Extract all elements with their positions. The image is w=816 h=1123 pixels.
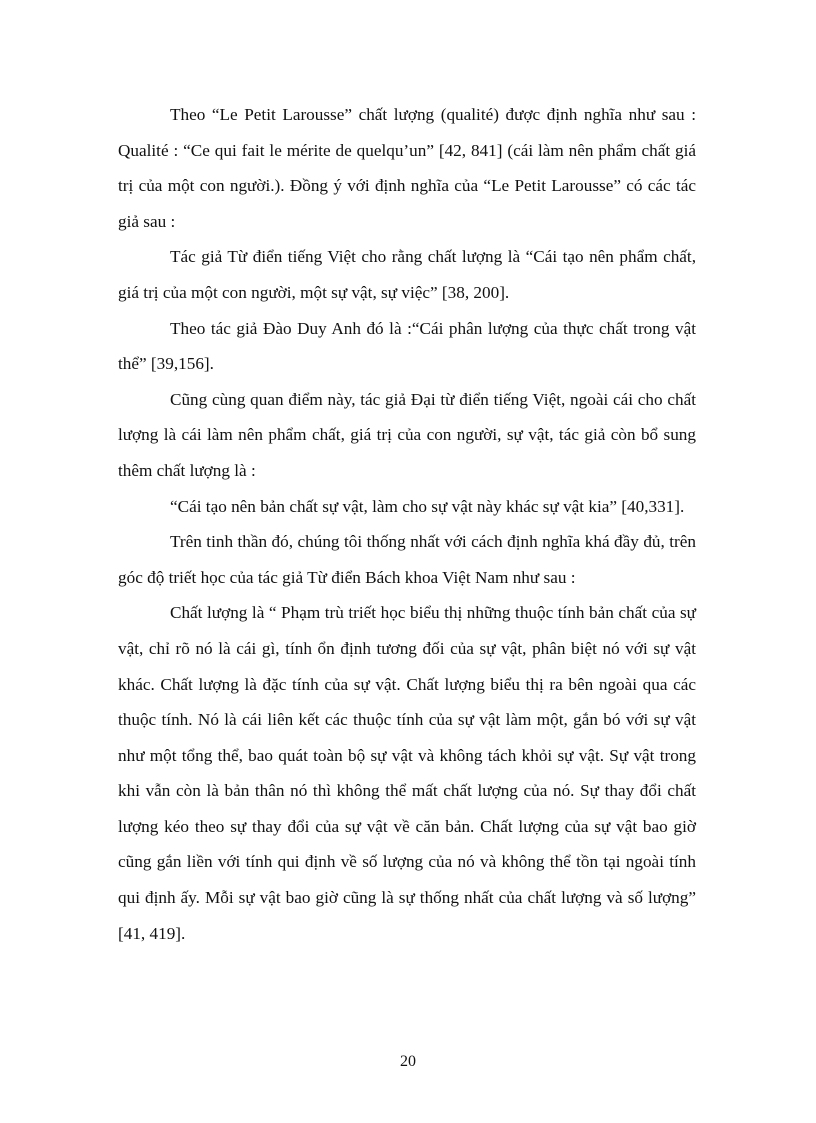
paragraph-bach-khoa-definition: Chất lượng là “ Phạm trù triết học biểu thị những thuộc tính bản chất của sự vật, chỉ rõ nó là cái gì, tính ổn định tương đối của sự vật, phân biệt nó với sự vật khác. Chất lượng là đặc tính của sự vật. Chất lượng biểu thị ra bên ngoài qua các thuộc tính. Nó là cái liên kết các thuộc tính của sự vật làm một, gắn bó với sự vật như một tổng thể, bao quát toàn bộ sự vật và không tách khỏi sự vật. Sự vật trong khi vẫn còn là bản thân nó thì không thể mất chất lượng của nó. Sự thay đổi chất lượng kéo theo sự thay đổi của sự vật về căn bản. Chất lượng của sự vật bao giờ cũng gắn liền với tính qui định về số lượng của nó và không thể tồn tại ngoài tính qui định ấy. Mỗi sự vật bao giờ cũng là sự thống nhất của chất lượng và số lượng” [41, 419]. [118,603,696,943]
paragraph-thong-nhat: Trên tinh thần đó, chúng tôi thống nhất với cách định nghĩa khá đầy đủ, trên góc độ triết học của tác giả Từ điển Bách khoa Việt Nam như sau : [118,532,696,587]
paragraph-dao-duy-anh: Theo tác giả Đào Duy Anh đó là :“Cái phân lượng của thực chất trong vật thể” [39,156]. [118,318,696,374]
paragraph-quote-ban-chat: “Cái tạo nên bản chất sự vật, làm cho sự vật này khác sự vật kia” [40,331]. [170,496,685,516]
page-number: 20 [400,1053,416,1070]
paragraph-tu-dien-tieng-viet: Tác giả Từ điển tiếng Việt cho rằng chất lượng là “Cái tạo nên phẩm chất, giá trị của một con người, một sự vật, sự việc” [38, 200]. [118,247,696,302]
paragraph-petit-larousse-definition: Theo “Le Petit Larousse” chất lượng (qualité) được định nghĩa như sau : Qualité : “Ce qui fait le mérite de quelqu’un” [42, 841] (cái làm nên phẩm chất giá trị của một con người.). Đồng ý với định nghĩa của “Le Petit Larousse” có các tác giả sau : [118,105,696,231]
paragraph-dai-tu-dien: Cũng cùng quan điểm này, tác giả Đại từ điển tiếng Việt, ngoài cái cho chất lượng là cái làm nên phẩm chất, giá trị của con người, sự vật, tác giả còn bổ sung thêm chất lượng là : [118,389,696,480]
document-body [118,97,696,951]
